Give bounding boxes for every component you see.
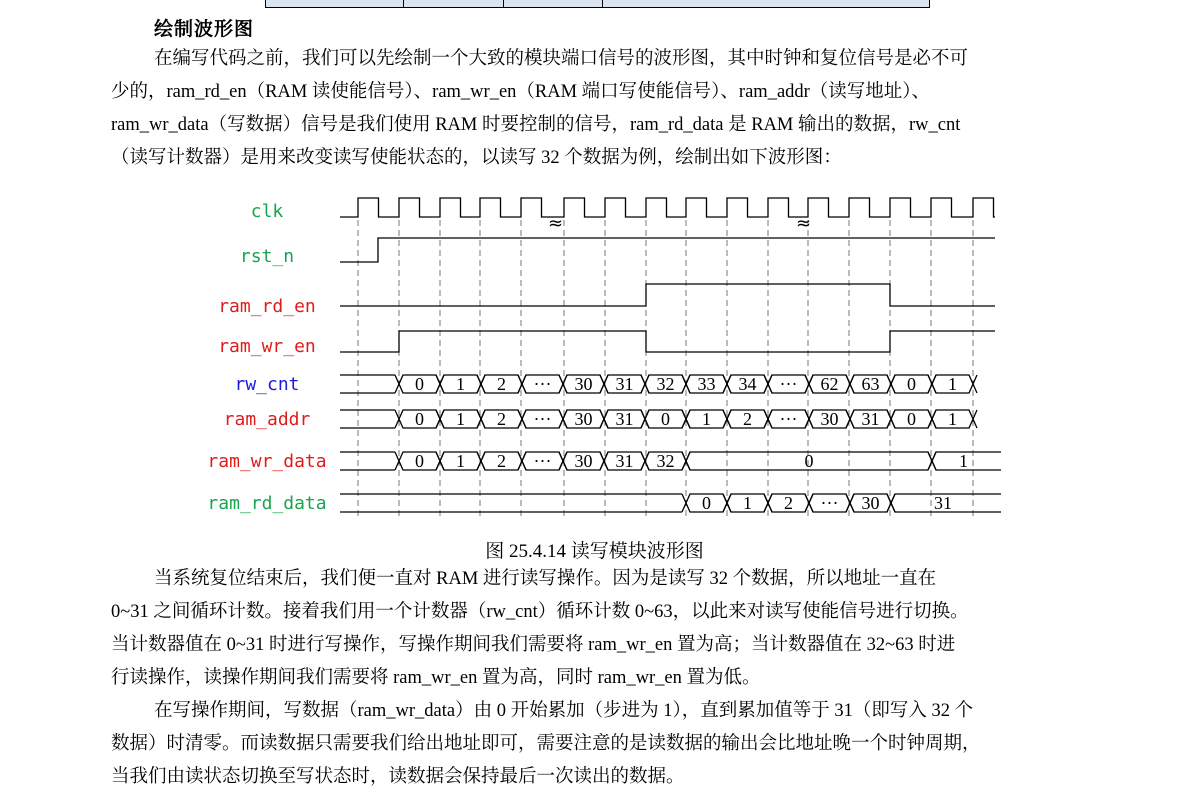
figure-caption: 图 25.4.14 读写模块波形图 [485,541,704,562]
paragraph-line: 在编写代码之前，我们可以先绘制一个大致的模块端口信号的波形图，其中时钟和复位信号是必不可 [154,49,969,69]
signal-label-clk: clk [250,201,284,222]
ram-wr-data-value: 32 [656,451,675,471]
ram-wr-data-value: 0 [415,451,424,471]
rw-cnt-value: 63 [861,374,880,394]
ram-addr-value: 1 [948,409,957,429]
ram-wr-data-value: 2 [497,451,506,471]
ram-rd-data-value: 1 [743,493,752,513]
ram-wr-data-value: 30 [574,451,593,471]
break-mark: ≈ [796,213,812,234]
signal-label-ram-addr: ram_addr [223,409,311,430]
section-heading: 绘制波形图 [154,18,255,40]
signal-label-rst-n: rst_n [239,246,295,267]
ram-addr-value: 30 [574,409,593,429]
rw-cnt-value: 30 [574,374,593,394]
clock-gridlines [358,220,973,520]
ram-wr-data-value: 1 [456,451,465,471]
rw-cnt-value: 1 [948,374,957,394]
signal-label-rw-cnt: rw_cnt [234,374,300,395]
paragraph-line: 当系统复位结束后，我们便一直对 RAM 进行读写操作。因为是读写 32 个数据，所以地址一直在 [154,569,937,589]
ram-addr-value: ··· [779,409,798,429]
ram-addr-value: 2 [497,409,506,429]
ram-rd-en-waveform [340,284,995,306]
rw-cnt-value: 31 [615,374,634,394]
clk-waveform [340,198,995,217]
rst-n-waveform [340,238,995,262]
table-cell-divider [403,0,404,7]
table-fragment [265,0,930,8]
paragraph-line: 行读操作，读操作期间我们需要将 ram_wr_en 置为高，同时 ram_wr_en 置为低。 [111,668,761,688]
rw-cnt-value: 0 [907,374,916,394]
rw-cnt-value: 34 [738,374,757,394]
signal-label-ram-rd-data: ram_rd_data [207,493,327,514]
ram-addr-value: 0 [661,409,670,429]
ram-addr-value: 1 [456,409,465,429]
ram-addr-value: ··· [533,409,552,429]
rw-cnt-value: 2 [497,374,506,394]
ram-wr-data-value: 0 [804,451,814,471]
waveform-diagram [0,180,1189,530]
rw-cnt-value: 1 [456,374,465,394]
ram-wr-data-value: 31 [615,451,634,471]
paragraph-line: ram_wr_data（写数据）信号是我们使用 RAM 时要控制的信号，ram_rd_data 是 RAM 输出的数据，rw_cnt [111,115,961,135]
ram-rd-data-value: 0 [702,493,711,513]
paragraph-line: （读写计数器）是用来改变读写使能状态的，以读写 32 个数据为例，绘制出如下波形图： [111,148,842,168]
ram-addr-value: 0 [415,409,424,429]
ram-addr-value: 0 [907,409,916,429]
paragraph-line: 0~31 之间循环计数。接着我们用一个计数器（rw_cnt）循环计数 0~63，以此来对读写使能信号进行切换。 [111,602,969,622]
ram-rd-data-value: 31 [934,493,952,513]
rw-cnt-value: ··· [779,374,798,394]
paragraph-line: 当计数器值在 0~31 时进行写操作，写操作期间我们需要将 ram_wr_en 置为高；当计数器值在 32~63 时进 [111,635,956,655]
signal-label-ram-wr-en: ram_wr_en [218,336,316,357]
paragraph-line: 当我们由读状态切换至写状态时，读数据会保持最后一次读出的数据。 [111,767,685,787]
rw-cnt-value: 62 [820,374,839,394]
ram-wr-en-waveform [340,331,995,352]
ram-rd-data-value: ··· [820,493,839,513]
ram-addr-value: 2 [743,409,752,429]
rw-cnt-value: ··· [533,374,552,394]
ram-addr-value: 31 [615,409,634,429]
paragraph-line: 少的，ram_rd_en（RAM 读使能信号）、ram_wr_en（RAM 端口写使能信号）、ram_addr（读写地址）、 [111,82,931,102]
ram-addr-value: 1 [702,409,711,429]
signal-label-ram-rd-en: ram_rd_en [218,296,316,317]
ram-wr-data-value: ··· [533,451,552,471]
ram-addr-value: 30 [820,409,839,429]
rw-cnt-value: 0 [415,374,424,394]
signal-label-ram-wr-data: ram_wr_data [207,451,327,472]
ram-rd-data-value: 30 [861,493,880,513]
ram-rd-data-value: 2 [784,493,793,513]
break-mark: ≈ [548,213,564,234]
table-cell-divider [602,0,603,7]
table-cell-divider [503,0,504,7]
ram-addr-value: 31 [861,409,880,429]
paragraph-line: 数据）时清零。而读数据只需要我们给出地址即可，需要注意的是读数据的输出会比地址晚一个时钟周期， [111,734,981,754]
rw-cnt-value: 33 [697,374,716,394]
ram-wr-data-value: 1 [959,451,968,471]
paragraph-line: 在写操作期间，写数据（ram_wr_data）由 0 开始累加（步进为 1），直到累加值等于 31（即写入 32 个 [154,701,974,721]
rw-cnt-value: 32 [656,374,675,394]
